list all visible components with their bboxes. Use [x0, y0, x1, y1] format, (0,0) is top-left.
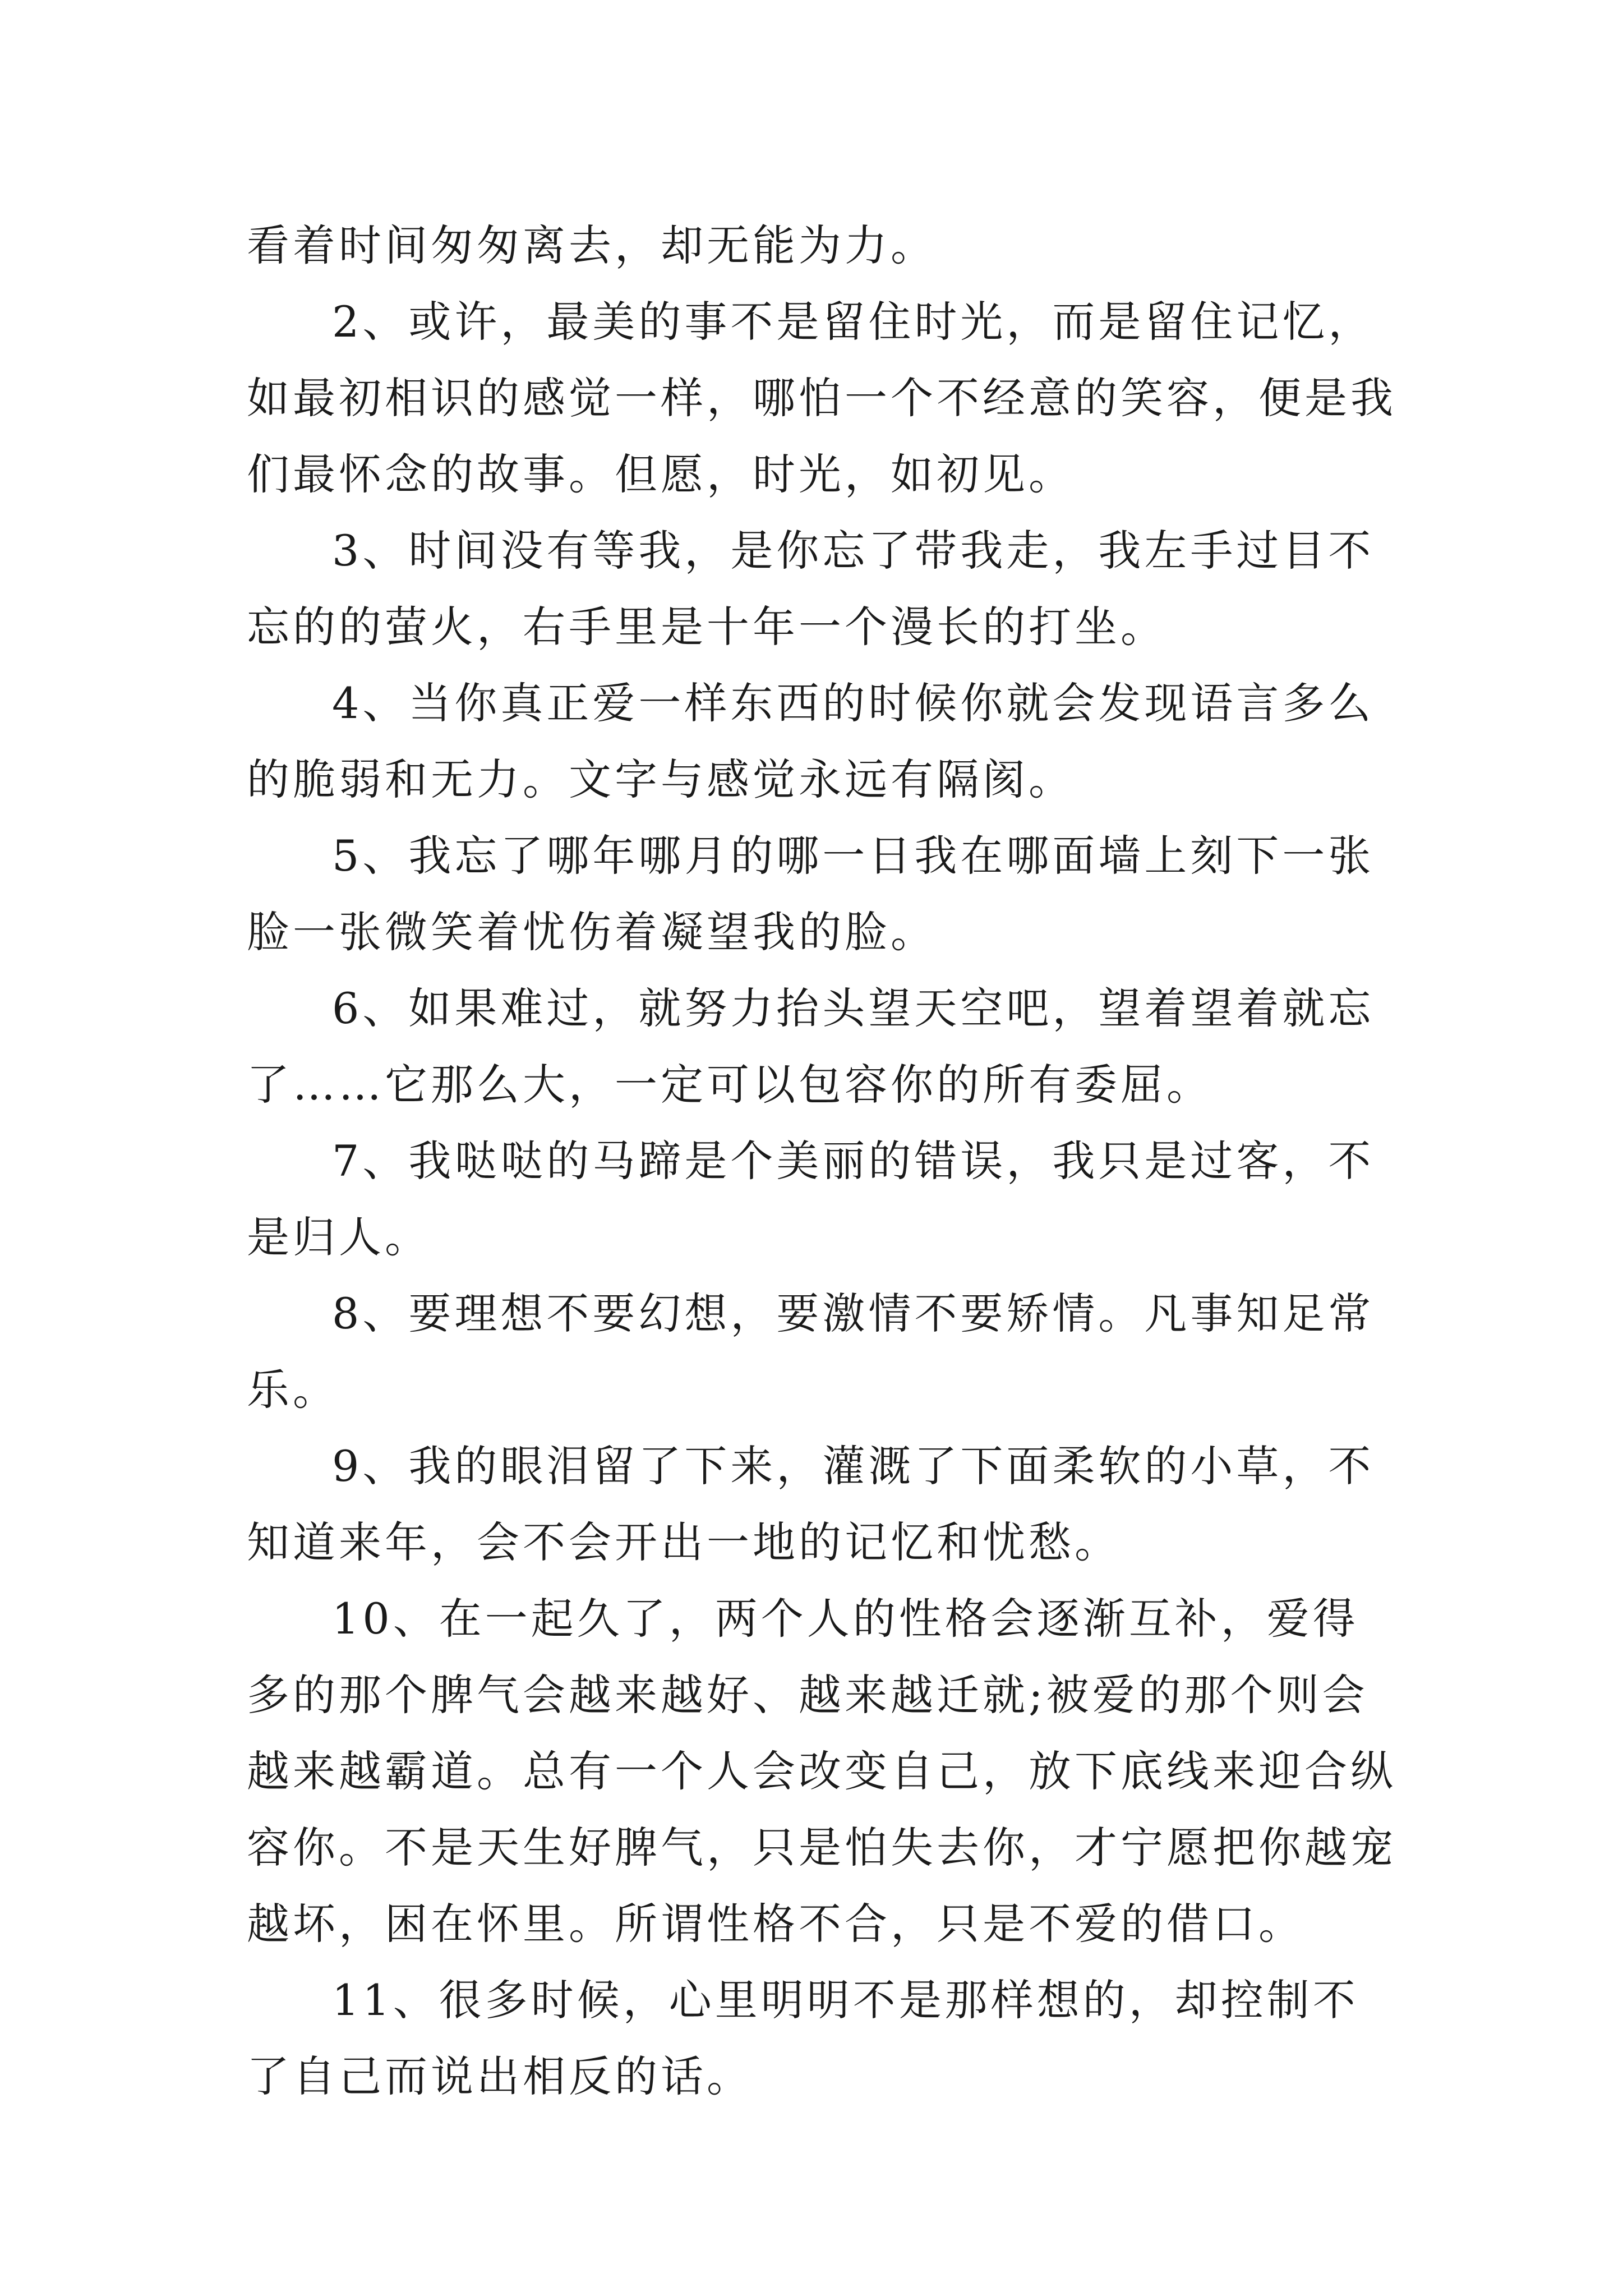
paragraph-5: 5、我忘了哪年哪月的哪一日我在哪面墙上刻下一张脸一张微笑着忧伤着凝望我的脸。 [247, 831, 1375, 957]
paragraph-10: 10、在一起久了，两个人的性格会逐渐互补，爱得多的那个脾气会越来越好、越来越迁就;被爱的那个则会越来越霸道。总有一个人会改变自己，放下底线来迎合纵容你。不是天生好脾气，只是怕失去你，才宁愿把你越宠越坏，困在怀里。所谓性格不合，只是不爱的借口。 [247, 1594, 1396, 1949]
paragraph-8: 8、要理想不要幻想，要激情不要矫情。凡事知足常乐。 [247, 1289, 1375, 1415]
paragraph-6: 6、如果难过，就努力抬头望天空吧，望着望着就忘了……它那么大，一定可以包容你的所有委屈。 [247, 983, 1375, 1110]
paragraph-11: 11、很多时候，心里明明不是那样想的，却控制不了自己而说出相反的话。 [247, 1975, 1359, 2101]
paragraph-9: 9、我的眼泪留了下来，灌溉了下面柔软的小草，不知道来年，会不会开出一地的记忆和忧愁。 [247, 1441, 1375, 1567]
paragraph-3: 3、时间没有等我，是你忘了带我走，我左手过目不忘的的萤火，右手里是十年一个漫长的打坐。 [247, 526, 1375, 652]
paragraph-7: 7、我哒哒的马蹄是个美丽的错误，我只是过客，不是归人。 [247, 1136, 1375, 1262]
paragraph-2: 2、或许，最美的事不是留住时光，而是留住记忆，如最初相识的感觉一样，哪怕一个不经意的笑容，便是我们最怀念的故事。但愿，时光，如初见。 [247, 297, 1396, 499]
paragraph-continuation: 看着时间匆匆离去，却无能为力。 [247, 220, 937, 270]
paragraph-4: 4、当你真正爱一样东西的时候你就会发现语言多么的脆弱和无力。文字与感觉永远有隔阂。 [247, 678, 1375, 804]
body-text [247, 208, 1402, 2115]
